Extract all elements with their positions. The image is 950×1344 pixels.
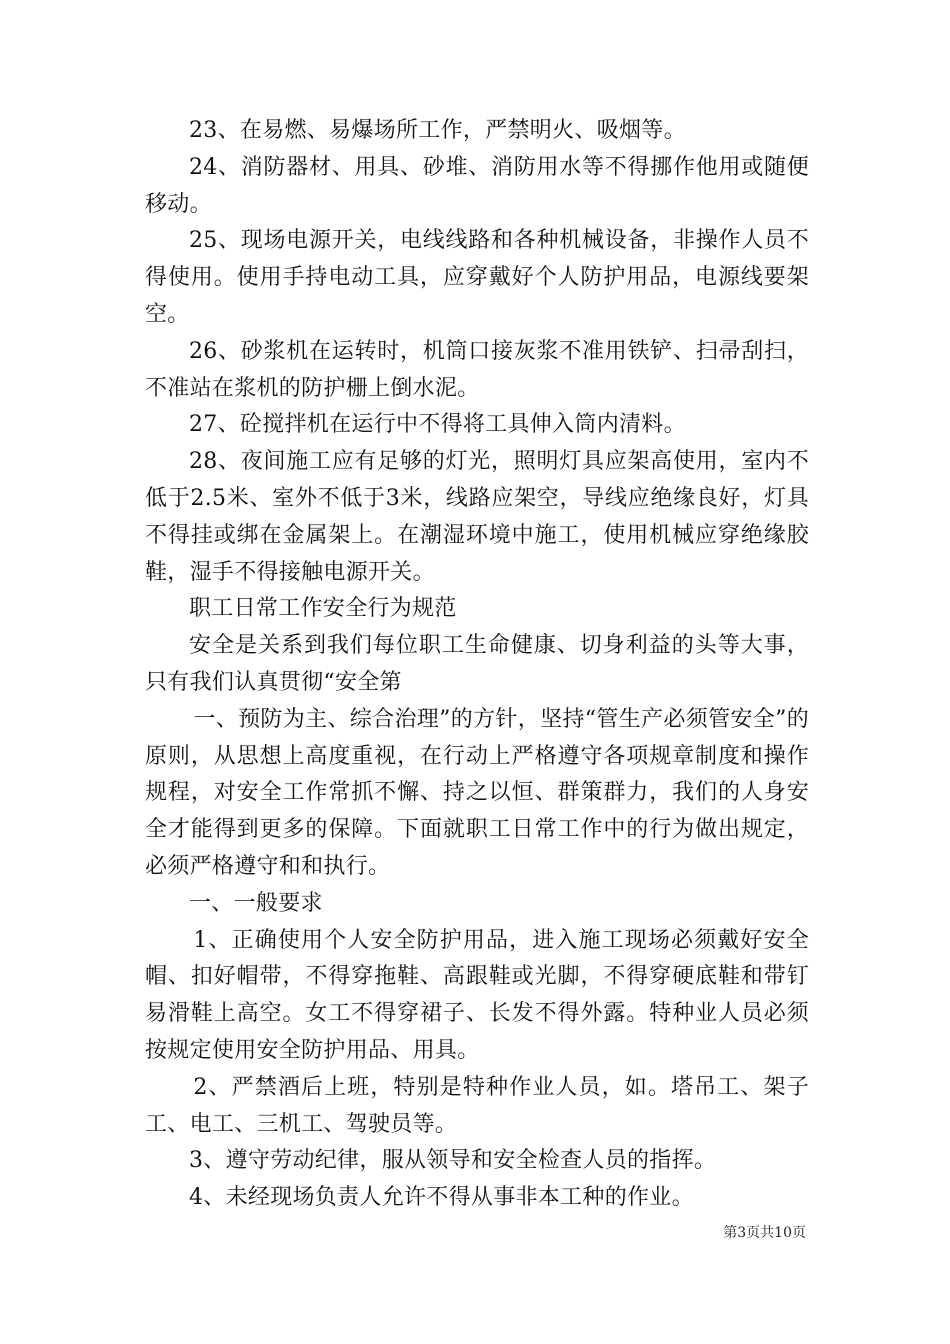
paragraph-item-24: 24、消防器材、用具、砂堆、消防用水等不得挪作他用或随便移动。 <box>145 154 809 217</box>
paragraph-item-28: 28、夜间施工应有足够的灯光，照明灯具应架高使用，室内不低于2.5米、室外不低于3米，线路应架空，导线应绝缘良好，灯具不得挂或绑在金属架上。在潮湿环境中施工，使用机械应穿绝缘胶鞋，湿手不得接触电源开关。 <box>145 449 809 585</box>
paragraph-item-25: 25、现场电源开关，电线线路和各种机械设备，非操作人员不得使用。使用手持电动工具，应穿戴好个人防护用品，电源线要架空。 <box>145 228 809 327</box>
section-title: 职工日常工作安全行为规范 <box>189 596 457 622</box>
requirement-item-4: 4、未经现场负责人允许不得从事非本工种的作业。 <box>189 1185 694 1211</box>
policy-paragraph: 一、预防为主、综合治理”的方针，坚持“管生产必须管安全”的原则，从思想上高度重视，在行动上严格遵守各项规章制度和操作规程，对安全工作常抓不懈、持之以恒、群策群力，我们的人身安全才能得到更多的保障。下面就职工日常工作中的行为做出规定，必须严格遵守和和执行。 <box>145 706 809 879</box>
intro-paragraph: 安全是关系到我们每位职工生命健康、切身利益的头等大事，只有我们认真贯彻“安全第 <box>145 633 809 695</box>
document-body <box>145 113 809 1217</box>
page-number-footer: 第3页共10页 <box>723 1225 806 1241</box>
requirement-item-2: 2、严禁酒后上班，特别是特种作业人员，如。塔吊工、架子工、电工、三机工、驾驶员等。 <box>145 1074 809 1137</box>
paragraph-item-26: 26、砂浆机在运转时，机筒口接灰浆不准用铁铲、扫帚刮扫，不准站在浆机的防护栅上倒水泥。 <box>145 338 809 401</box>
requirement-item-1: 1、正确使用个人安全防护用品，进入施工现场必须戴好安全帽、扣好帽带，不得穿拖鞋、高跟鞋或光脚，不得穿硬底鞋和带钉易滑鞋上高空。女工不得穿裙子、长发不得外露。特种业人员必须按规定使用安全防护用品、用具。 <box>145 927 809 1063</box>
subsection-title: 一、一般要求 <box>189 890 323 916</box>
requirement-item-3: 3、遵守劳动纪律，服从领导和安全检查人员的指挥。 <box>189 1148 717 1174</box>
paragraph-item-23: 23、在易燃、易爆场所工作，严禁明火、吸烟等。 <box>189 118 686 143</box>
paragraph-item-27: 27、砼搅拌机在运行中不得将工具伸入筒内清料。 <box>189 412 686 438</box>
